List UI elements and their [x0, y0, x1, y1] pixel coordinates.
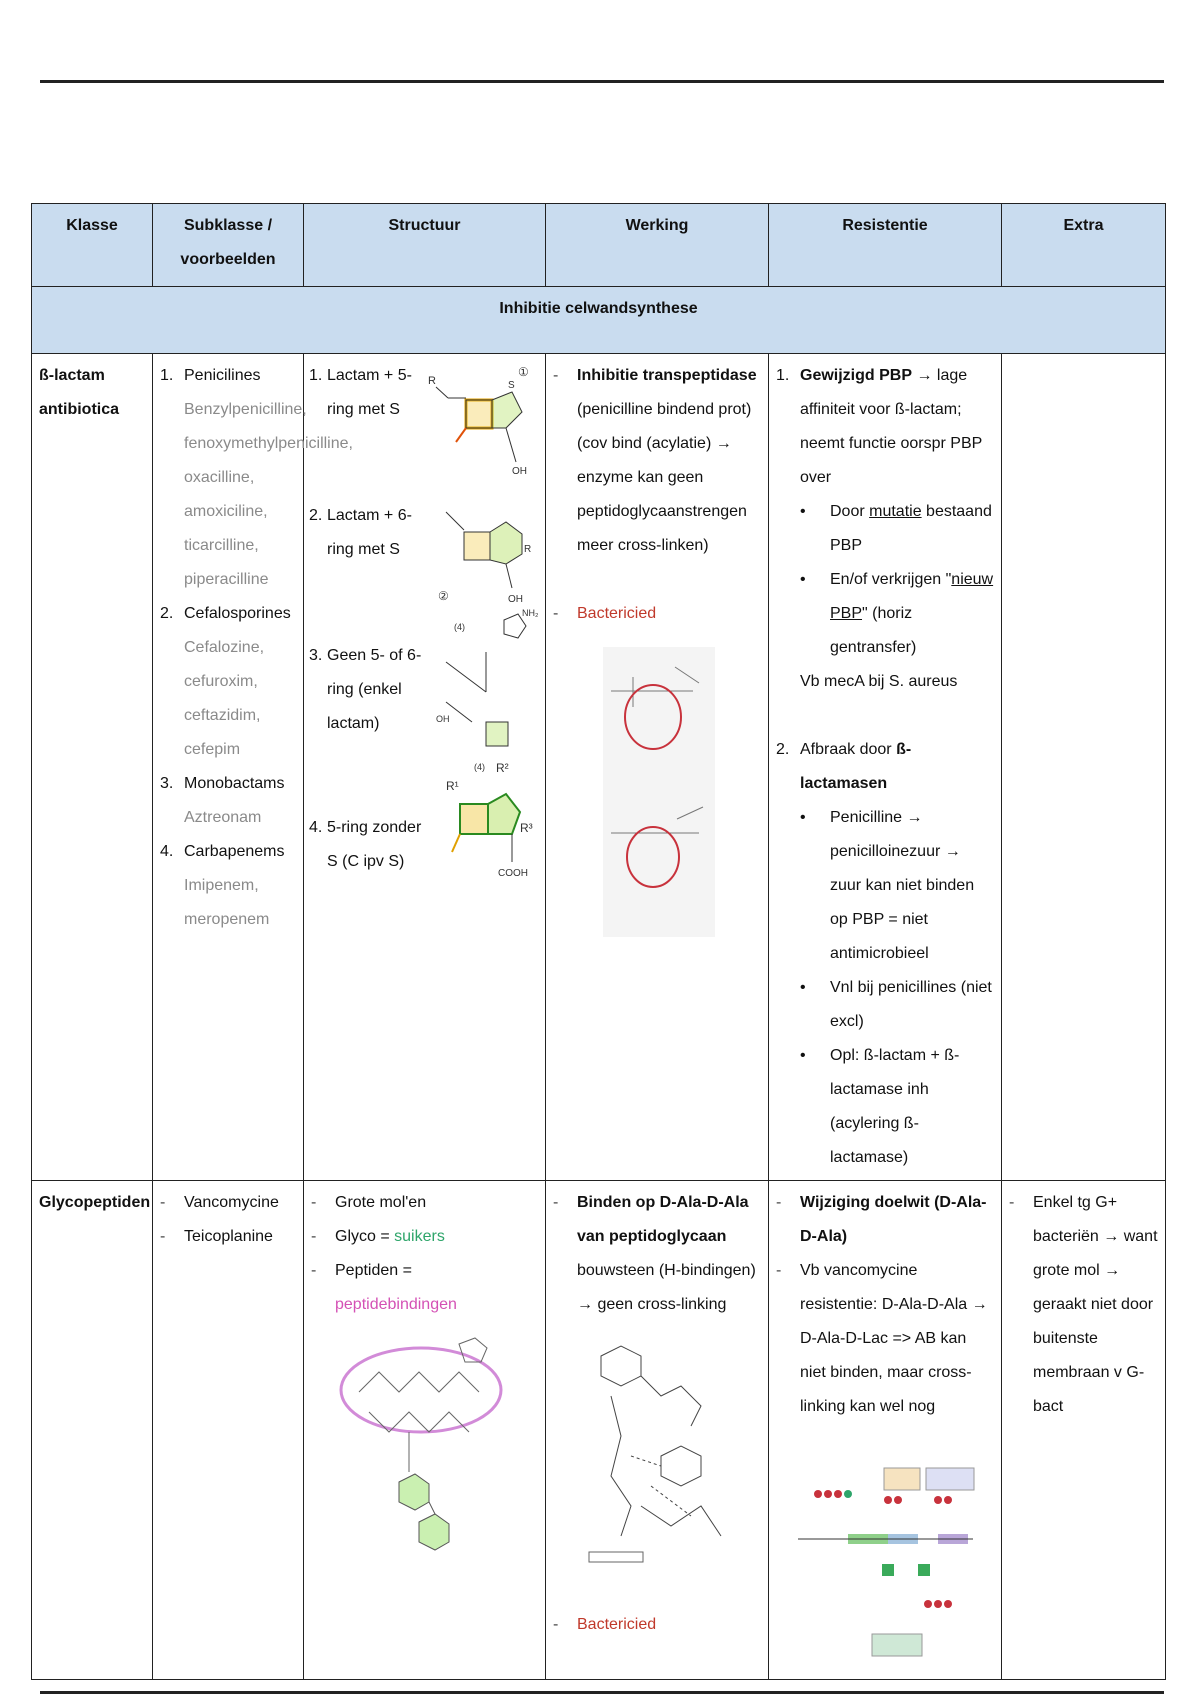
bactericied-label: Bactericied: [577, 1616, 657, 1633]
list-item: • En/of verkrijgen "nieuw PBP" (horiz gentransfer): [800, 571, 994, 656]
svg-text:R³: R³: [520, 821, 533, 835]
svg-text:R²: R²: [496, 761, 509, 775]
werking-cell: [546, 354, 769, 1181]
svg-text:OH: OH: [508, 594, 523, 605]
header-klasse: Klasse: [32, 204, 153, 287]
list-item: - Grote mol'en: [311, 1194, 427, 1211]
subklasse-cell: [153, 1181, 304, 1680]
svg-text:R: R: [524, 544, 532, 555]
extra-cell: [1002, 354, 1166, 1181]
svg-text:R¹: R¹: [446, 779, 459, 793]
resistance-title: Wijziging doelwit (D-Ala-D-Ala): [800, 1194, 987, 1245]
list-item: - Bactericied: [553, 1608, 761, 1642]
subclass-name: Penicilines: [184, 367, 261, 384]
extra-text: Enkel tg G+ bacteriën → want grote mol → geraakt niet door buitenste membraan v G- bact: [1033, 1194, 1158, 1415]
section-row: [32, 287, 1166, 354]
header-extra: Extra: [1002, 204, 1166, 287]
resistance-title: Gewijzigd PBP: [800, 367, 913, 384]
top-rule: [40, 80, 1164, 83]
list-item: • Vnl bij penicillines (niet excl): [800, 979, 992, 1030]
subklasse-cell: [153, 354, 353, 1181]
table-row: [32, 1181, 1166, 1680]
list-item: • Door mutatie bestaand PBP: [800, 503, 992, 554]
list-item: - Inhibitie transpeptidase (penicilline bindend prot) (cov bind (acylatie) → enzyme kan geen peptidoglycaanstrengen meer cross-linken): [553, 367, 757, 554]
list-item: 2. Lactam + 6-ring met S: [309, 507, 412, 558]
list-item: 1. Lactam + 5-ring met S: [309, 367, 412, 418]
list-item: - Binden op D-Ala-D-Ala van peptidoglycaan bouwsteen (H-bindingen) → geen cross-linking: [553, 1194, 756, 1313]
svg-text:②: ②: [438, 589, 449, 603]
section-title: Inhibitie celwandsynthese: [32, 287, 1166, 354]
subclass-name: Monobactams: [184, 775, 285, 792]
svg-text:OH: OH: [436, 714, 450, 724]
header-resistentie: Resistentie: [769, 204, 1002, 287]
werking-title: Binden op D-Ala-D-Ala van peptidoglycaan: [577, 1194, 749, 1245]
svg-text:R: R: [428, 375, 436, 387]
list-item: • Penicilline → penicilloinezuur → zuur kan niet binden op PBP = niet antimicrobieel: [800, 809, 975, 962]
subclass-name: Cefalosporines: [184, 605, 291, 622]
klasse-beta-lactam: ß-lactam antibiotica: [39, 367, 120, 418]
list-item: 1. Gewijzigd PBP → lage affiniteit voor ß-lactam; neemt functie oorspr PBP over: [776, 367, 983, 486]
svg-text:①: ①: [518, 365, 529, 379]
svg-text:NH₂: NH₂: [522, 608, 538, 618]
list-item: - Vancomycine: [160, 1194, 279, 1211]
subclass-examples: Imipenem, meropenem: [184, 877, 270, 928]
bactericied-label: Bactericied: [577, 605, 657, 622]
table-row: [32, 354, 1166, 1181]
subclass-examples: Benzylpenicilline, fenoxymethylpenicilline, oxacilline, amoxiciline, ticarcilline, piperacilline: [184, 401, 353, 588]
svg-text:(4): (4): [454, 622, 465, 632]
extra-cell: [1002, 1181, 1166, 1680]
list-item: 2. Cefalosporines: [160, 597, 296, 631]
antibiotics-table: [31, 203, 1166, 1680]
list-item: - Teicoplanine: [160, 1228, 273, 1245]
list-item: - Vb vancomycine resistentie: D-Ala-D-Ala → D-Ala-D-Lac => AB kan niet binden, maar cross-linking kan wel nog: [776, 1262, 988, 1415]
klasse-cell: [32, 1181, 153, 1680]
header-row: [32, 204, 1166, 287]
beta-lactam-structures-image: [426, 362, 538, 962]
list-item: 3. Monobactams: [160, 767, 296, 801]
list-item: 2. Afbraak door ß-lactamasen: [776, 741, 912, 792]
subclass-name: Carbapenems: [184, 843, 285, 860]
werking-cell: [546, 1181, 769, 1680]
svg-text:OH: OH: [512, 466, 527, 477]
list-item: • Opl: ß-lactam + ß-lactamase inh (acylering ß-lactamase): [800, 1047, 960, 1166]
subclass-examples: Aztreonam: [184, 809, 262, 826]
structuur-cell: [304, 354, 546, 1181]
header-structuur: Structuur: [304, 204, 546, 287]
structuur-cell: [304, 1181, 546, 1680]
bottom-rule: [40, 1691, 1164, 1694]
klasse-cell: [32, 354, 153, 1181]
list-item: 3. Geen 5- of 6-ring (enkel lactam): [309, 647, 422, 732]
list-item: 4. 5-ring zonder S (C ipv S): [309, 819, 422, 870]
klasse-glycopeptiden: Glycopeptiden: [39, 1194, 151, 1211]
list-item: - Glyco = suikers: [311, 1228, 445, 1245]
list-item: - Bactericied: [553, 597, 761, 631]
subclass-examples: Cefalozine, cefuroxim, ceftazidim, cefepim: [184, 639, 265, 758]
resistance-example: Vb mecA bij S. aureus: [800, 673, 958, 690]
svg-text:(4): (4): [474, 762, 485, 772]
svg-text:COOH: COOH: [498, 868, 528, 879]
header-werking: Werking: [546, 204, 769, 287]
list-item: - Wijziging doelwit (D-Ala-D-Ala): [776, 1186, 994, 1254]
vancomycin-binding-image: [581, 1336, 741, 1586]
vancomycin-resistance-image: [788, 1464, 978, 1674]
penicillin-binding-image: [603, 647, 715, 937]
list-item: 4. Carbapenems: [160, 835, 296, 869]
list-item: - Enkel tg G+ bacteriën → want grote mol → geraakt niet door buitenste membraan v G- bact: [1009, 1186, 1158, 1424]
resistentie-cell: [769, 354, 1002, 1181]
vancomycin-structure-image: [339, 1332, 509, 1612]
header-subklasse: Subklasse / voorbeelden: [153, 204, 304, 287]
svg-text:S: S: [508, 380, 515, 391]
resistentie-cell: [769, 1181, 1002, 1680]
werking-title: Inhibitie transpeptidase: [577, 367, 757, 384]
list-item: 1. Penicilines: [160, 359, 296, 393]
list-item: - Peptiden = peptidebindingen: [311, 1262, 457, 1313]
